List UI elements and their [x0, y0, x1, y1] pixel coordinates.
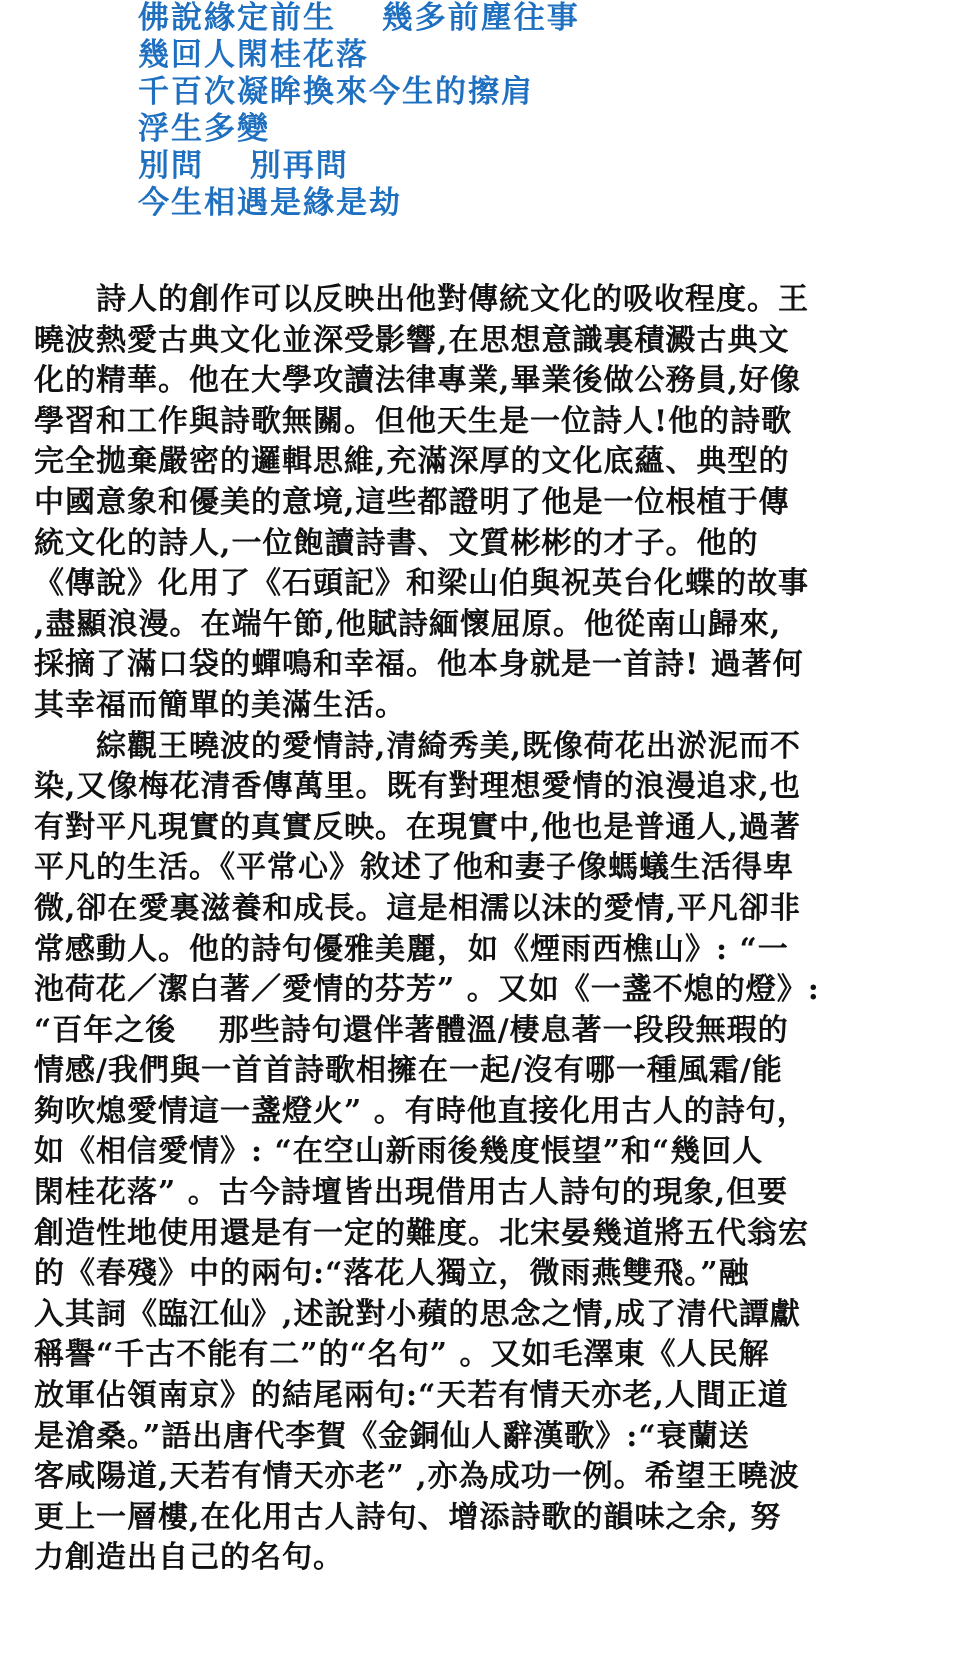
essay-line: 池荷花／潔白著／愛情的芬芳” 。又如《一盞不熄的燈》: [34, 972, 820, 1008]
essay-line: 統文化的詩人,一位飽讀詩書、文質彬彬的才子。他的 [34, 525, 759, 561]
essay-line: 學習和工作與詩歌無關。但他天生是一位詩人!他的詩歌 [34, 403, 793, 439]
essay-line: 有對平凡現實的真實反映。在現實中,他也是普通人,過著 [34, 809, 801, 845]
essay-line: 曉波熱愛古典文化並深受影響,在思想意識裏積澱古典文 [34, 322, 790, 358]
poem-line: 佛說緣定前生 幾多前塵往事 [138, 0, 580, 36]
essay-line: 力創造出自己的名句。 [34, 1540, 344, 1576]
essay-line: 《傳說》化用了《石頭記》和梁山伯與祝英台化蝶的故事 [34, 566, 809, 602]
essay-line: 創造性地使用還是有一定的難度。北宋晏幾道將五代翁宏 [34, 1215, 809, 1251]
essay-line: 的《春殘》中的兩句:“落花人獨立，微雨燕雙飛。”融 [34, 1256, 750, 1292]
essay-line: ,盡顯浪漫。在端午節,他賦詩緬懷屈原。他從南山歸來, [34, 606, 782, 642]
essay-line: 常感動人。他的詩句優雅美麗，如《煙雨西樵山》: “一 [34, 931, 789, 967]
essay-line: 夠吹熄愛情這一盞燈火” 。有時他直接化用古人的詩句， [34, 1093, 808, 1129]
essay-line: 更上一層樓,在化用古人詩句、增添詩歌的韻味之余, 努 [34, 1499, 782, 1535]
poem-line: 幾回人閑桂花落 [138, 37, 369, 73]
essay-line: 稱譽“千古不能有二”的“名句” 。又如毛澤東《人民解 [34, 1337, 770, 1373]
poem-line: 浮生多變 [138, 111, 270, 147]
essay-line: 其幸福而簡單的美滿生活。 [34, 687, 406, 723]
essay-line: 入其詞《臨江仙》,述說對小蘋的思念之情,成了清代譚獻 [34, 1296, 801, 1332]
essay-line: 詩人的創作可以反映出他對傳統文化的吸收程度。王 [34, 282, 809, 317]
essay-line: 綜觀王曉波的愛情詩,清綺秀美,既像荷花出淤泥而不 [34, 728, 801, 764]
poem-line: 今生相遇是緣是劫 [138, 185, 402, 221]
essay-line: 如《相信愛情》: “在空山新雨後幾度悵望”和“幾回人 [34, 1134, 764, 1170]
essay-line: 閑桂花落” 。古今詩壇皆出現借用古人詩句的現象,但要 [34, 1175, 789, 1211]
essay-line: 中國意象和優美的意境,這些都證明了他是一位根植于傳 [34, 484, 790, 520]
poem-line: 千百次凝眸換來今生的擦肩 [138, 74, 534, 110]
essay-line: 採摘了滿口袋的蟬鳴和幸福。他本身就是一首詩! 過著何 [34, 647, 804, 683]
essay-line: “百年之後 那些詩句還伴著體溫/棲息著一段段無瑕的 [34, 1012, 789, 1048]
essay-line: 情感/我們與一首首詩歌相擁在一起/沒有哪一種風霜/能 [34, 1053, 783, 1089]
essay-line: 平凡的生活。《平常心》敘述了他和妻子像螞蟻生活得卑 [34, 850, 794, 886]
poem-line: 別問 別再問 [138, 148, 349, 184]
essay-line: 染,又像梅花清香傳萬里。既有對理想愛情的浪漫追求,也 [34, 769, 801, 805]
essay-line: 化的精華。他在大學攻讀法律專業,畢業後做公務員,好像 [34, 363, 801, 399]
essay-line: 客咸陽道,天若有情天亦老” ,亦為成功一例。希望王曉波 [34, 1459, 800, 1495]
essay-line: 放軍佔領南京》的結尾兩句:“天若有情天亦老,人間正道 [34, 1378, 789, 1414]
essay-line: 微,卻在愛裏滋養和成長。這是相濡以沫的愛情,平凡卻非 [34, 890, 801, 926]
essay-body [34, 280, 964, 1579]
essay-line: 完全拋棄嚴密的邏輯思維,充滿深厚的文化底蘊、典型的 [34, 444, 790, 480]
essay-line: 是滄桑。”語出唐代李賀《金銅仙人辭漢歌》:“衰蘭送 [34, 1418, 750, 1454]
poem-excerpt [138, 0, 580, 222]
